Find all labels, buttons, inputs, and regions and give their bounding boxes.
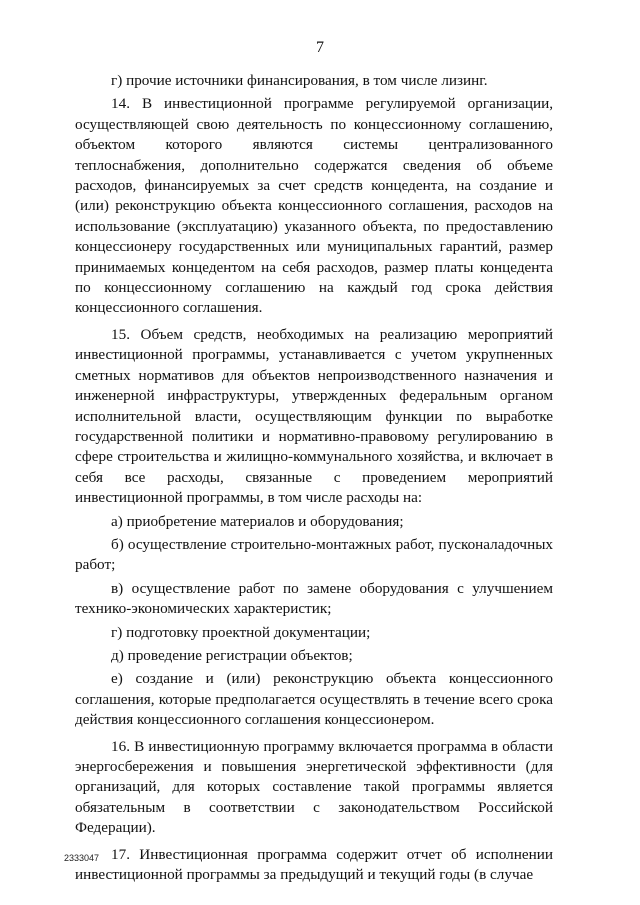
page-number: 7 [316,39,324,56]
list-item-d: д) проведение регистрации объектов; [111,646,353,664]
list-item-e: е) создание и (или) реконструкцию объекта концессионного соглашения, которые предполагается осуществлять в течение всего срока действия концессионного соглашения концессионером. [75,670,553,729]
list-item-g-financing: г) прочие источники финансирования, в том числе лизинг. [111,72,488,89]
list-item-a: а) приобретение материалов и оборудования; [111,512,404,530]
paragraph-16: 16. В инвестиционную программу включается программа в области энергосбережения и повышения энергетической эффективности (для организаций, для которых составление такой программы является обязательным в соответствии с законодательством Российской Федерации). [75,737,553,837]
list-item-v: в) осуществление работ по замене оборудования с улучшением технико-экономических характеристик; [75,579,553,618]
document-body [75,71,553,885]
document-code: 2333047 [64,853,100,863]
list-item-g: г) подготовку проектной документации; [111,623,371,641]
paragraph-17: 17. Инвестиционная программа содержит отчет об исполнении инвестиционной программы за предыдущий и текущий годы (в случае [75,845,553,884]
paragraph-14: 14. В инвестиционной программе регулируемой организации, осуществляющей свою деятельность по концессионному соглашению, объектом которого являются системы централизованного теплоснабжения, дополнительно содержатся сведения об объеме расходов, финансируемых за счет средств концедента, на создание и (или) реконструкцию объекта концессионного соглашения, расходов на использование (эксплуатацию) указанного объекта, по предоставлению концессионеру государственных или муниципальных гарантий, размер принимаемых концедентом на себя расходов, размер платы концедента по концессионному соглашению на каждый год срока действия концессионного соглашения. [75,95,553,317]
paragraph-15: 15. Объем средств, необходимых на реализацию мероприятий инвестиционной программы, устанавливается с учетом укрупненных сметных нормативов для объектов непроизводственного назначения и инженерной инфраструктуры, утвержденных федеральным органом исполнительной власти, осуществляющим функции по выработке государственной политики и нормативно-правовому регулированию в сфере строительства и жилищно-коммунального хозяйства, и включает в себя все расходы, связанные с проведением мероприятий инвестиционной программы, в том числе расходы на: [75,325,553,507]
list-item-b: б) осуществление строительно-монтажных работ, пусконаладочных работ; [75,535,553,574]
